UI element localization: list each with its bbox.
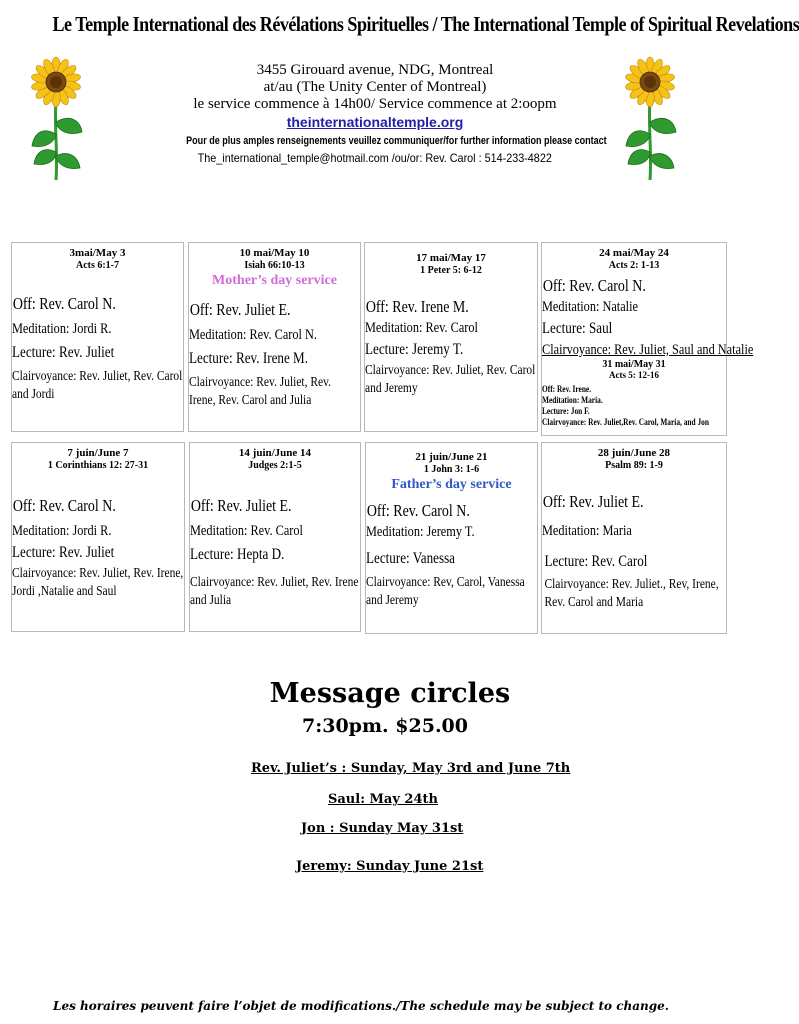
scripture-reference: Psalm 89: 1-9 [605, 460, 663, 471]
schedule-cell-june-28 [541, 442, 727, 634]
scripture-reference: Judges 2:1-5 [248, 460, 302, 471]
service-date: 21 juin/June 21 [415, 451, 488, 463]
header-info [140, 62, 610, 167]
may31-meditation: Meditation: Maria. [542, 395, 603, 405]
service-date: 10 mai/May 10 [239, 247, 310, 259]
officiant: Off: Rev. Irene M. [365, 297, 469, 316]
clairvoyance: Clairvoyance: Rev. Juliet, Rev. Carol and Jeremy [365, 363, 536, 396]
meditation: Meditation: Rev. Carol [190, 523, 303, 539]
schedule-cell-june-7 [11, 442, 185, 632]
officiant: Off: Rev. Carol N. [366, 501, 470, 520]
message-circles-title: Message circles [269, 678, 511, 709]
lecture: Lecture: Rev. Juliet [12, 544, 115, 561]
message-circles-time-price: 7:30pm. $25.00 [301, 715, 468, 737]
schedule-cell-may-3 [11, 242, 184, 432]
clairvoyance: Clairvoyance: Rev. Juliet., Rev, Irene, Rev. Carol and Maria [544, 577, 719, 610]
address: 3455 Girouard avenue, NDG, Montreal [256, 62, 494, 78]
officiant: Off: Rev. Carol N. [12, 294, 116, 313]
schedule-cell-june-14 [189, 442, 361, 632]
clairvoyance: Clairvoyance: Rev. Juliet, Rev. Irene, Jordi ,Natalie and Saul [12, 566, 184, 599]
meditation: Meditation: Jordi R. [12, 321, 112, 337]
may31-officiant: Off: Rev. Irene. [542, 384, 592, 394]
lecture: Lecture: Rev. Carol [544, 553, 648, 570]
service-date: 7 juin/June 7 [67, 447, 129, 459]
meditation: Meditation: Natalie [542, 299, 638, 315]
scripture-reference: Isiah 66:10-13 [244, 260, 305, 271]
schedule-disclaimer: Les horaires peuvent faire l’objet de modifications./The schedule may be subject to change. [53, 999, 669, 1013]
service-time: le service commence à 14h00/ Service commence at 2:oopm [193, 96, 557, 112]
info-line: Pour de plus amples renseignements veuillez communiquer/for further information please contact [186, 135, 607, 147]
officiant: Off: Rev. Carol N. [12, 496, 116, 515]
schedule-cell-may-24 [541, 242, 754, 436]
service-date: 3mai/May 3 [69, 247, 126, 259]
message-circle-line: Jon : Sunday May 31st [301, 821, 464, 836]
message-circle-line: Saul: May 24th [328, 792, 438, 807]
website-link[interactable]: theinternationaltemple.org [286, 114, 464, 130]
lecture: Lecture: Vanessa [366, 550, 456, 567]
mothers-day-label: Mother’s day service [212, 273, 337, 288]
may31-date: 31 mai/May 31 [602, 359, 666, 370]
scripture-reference: 1 Peter 5: 6-12 [420, 265, 482, 276]
clairvoyance: Clairvoyance: Rev. Juliet, Rev. Carol and Jordi [12, 369, 183, 402]
meditation: Meditation: Jeremy T. [366, 524, 475, 540]
officiant: Off: Rev. Juliet E. [542, 492, 644, 511]
message-circle-line: Rev. Juliet’s : Sunday, May 3rd and June 7th [251, 761, 571, 776]
service-date: 17 mai/May 17 [416, 252, 486, 264]
lecture: Lecture: Saul [542, 320, 613, 337]
scripture-reference: Acts 6:1-7 [75, 260, 120, 271]
schedule-cell-may-17 [364, 242, 538, 432]
contact-line: The_international_temple@hotmail.com /ou/or: Rev. Carol : 514-233-4822 [197, 151, 553, 165]
sunflower-icon [30, 56, 82, 182]
sunflower-icon [624, 56, 676, 182]
service-date: 24 mai/May 24 [599, 247, 669, 259]
scripture-reference: 1 John 3: 1-6 [423, 464, 480, 475]
lecture: Lecture: Hepta D. [190, 546, 285, 563]
page-title: Le Temple International des Révélations Spirituelles / The International Temple of Spiritual Revelations [52, 12, 799, 36]
service-date: 28 juin/June 28 [597, 447, 671, 459]
service-date: 14 juin/June 14 [238, 447, 312, 459]
clairvoyance: Clairvoyance: Rev. Juliet, Saul and Natalie [542, 342, 754, 358]
schedule-cell-may-10 [188, 242, 361, 432]
officiant: Off: Rev. Carol N. [542, 276, 646, 295]
message-circle-line: Jeremy: Sunday June 21st [296, 859, 484, 874]
lecture: Lecture: Rev. Juliet [12, 344, 115, 361]
clairvoyance: Clairvoyance: Rev. Juliet, Rev. Irene, Rev. Carol and Julia [189, 375, 331, 408]
meditation: Meditation: Rev. Carol [365, 320, 478, 336]
lecture: Lecture: Rev. Irene M. [189, 350, 309, 367]
officiant: Off: Rev. Juliet E. [190, 496, 292, 515]
schedule-cell-june-21 [365, 442, 538, 634]
may31-clairvoyance: Clairvoyance: Rev. Juliet,Rev. Carol, Maria, and Jon [542, 417, 709, 427]
lecture: Lecture: Jeremy T. [365, 341, 464, 358]
may31-lecture: Lecture: Jon F. [542, 406, 590, 416]
scripture-reference: Acts 2: 1-13 [608, 260, 660, 271]
fathers-day-label: Father’s day service [391, 477, 512, 492]
clairvoyance: Clairvoyance: Rev, Carol, Vanessa and Jeremy [366, 575, 525, 608]
meditation: Meditation: Rev. Carol N. [189, 327, 317, 343]
may31-reference: Acts 5: 12-16 [609, 370, 659, 380]
officiant: Off: Rev. Juliet E. [189, 300, 291, 319]
scripture-reference: 1 Corinthians 12: 27-31 [47, 460, 149, 471]
clairvoyance: Clairvoyance: Rev. Juliet, Rev. Irene and Julia [190, 575, 359, 608]
venue: at/au (The Unity Center of Montreal) [263, 79, 487, 95]
meditation: Meditation: Maria [542, 523, 632, 539]
meditation: Meditation: Jordi R. [12, 523, 112, 539]
